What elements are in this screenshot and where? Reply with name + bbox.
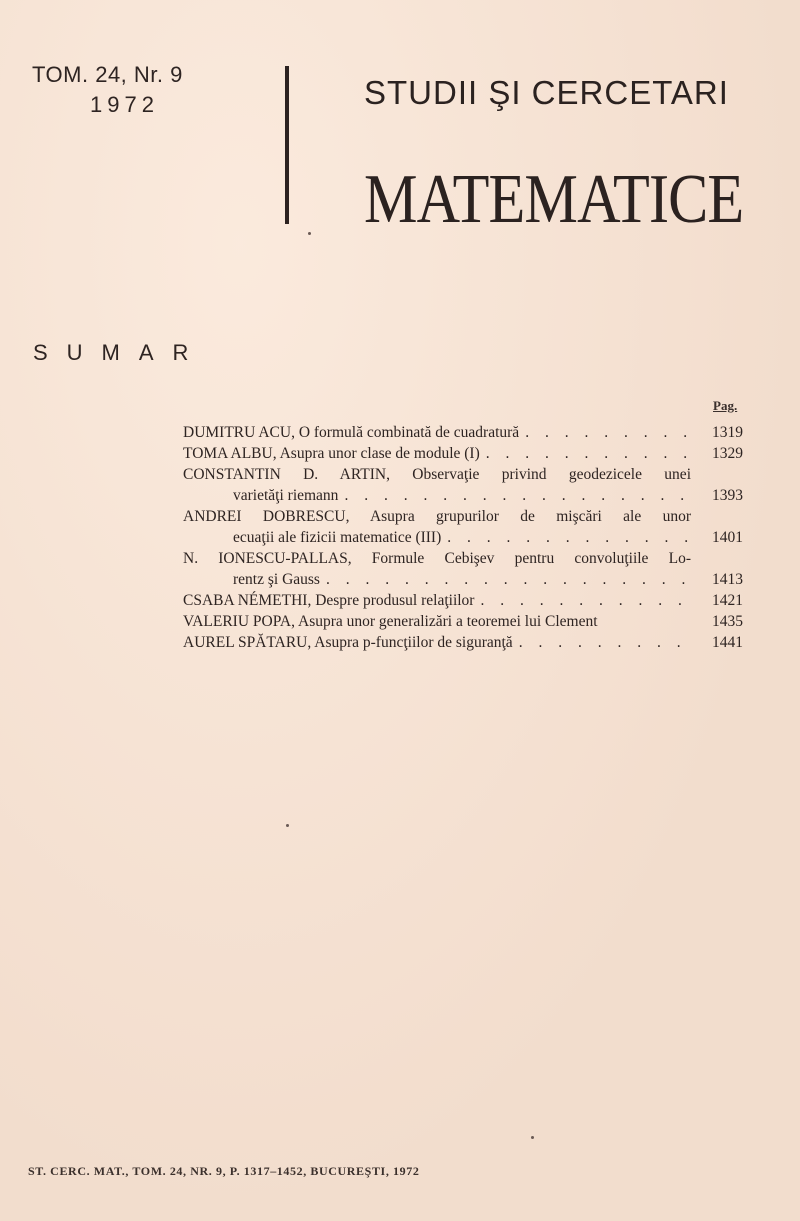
dot-leader	[338, 485, 691, 506]
entry-page: 1435	[712, 613, 743, 630]
entry-page: 1401	[712, 529, 743, 546]
entry-author: DUMITRU ACU	[183, 424, 292, 441]
entry-author: VALERIU POPA	[183, 613, 292, 630]
entry-title: , Asupra unor clase de module (I)	[272, 445, 480, 462]
entry-page: 1319	[712, 424, 743, 441]
series-title: STUDII ŞI CERCETARI	[364, 74, 729, 111]
paper-speck	[308, 232, 311, 235]
dot-leader	[513, 632, 691, 653]
entry-title: , Asupra unor generalizări a teoremei lui Clement	[291, 613, 598, 630]
footer-citation: ST. CERC. MAT., TOM. 24, NR. 9, P. 1317–1452, BUCUREŞTI, 1972	[28, 1164, 420, 1178]
journal-title: MATEMATICE	[364, 161, 744, 238]
volume-info	[32, 60, 183, 120]
entry-title-cont: rentz şi Gauss	[233, 571, 320, 588]
dot-leader	[320, 569, 691, 590]
dot-leader	[480, 443, 691, 464]
toc-entry	[183, 422, 743, 443]
entry-title: , O formulă combinată de cuadratură	[291, 424, 520, 441]
entry-page: 1329	[712, 445, 743, 462]
entry-title: , Asupra grupurilor de mişcări ale unor	[345, 508, 691, 525]
entry-author: N. IONESCU-PALLAS	[183, 550, 348, 567]
entry-title: , Formule Cebişev pentru convoluţiile Lo-	[347, 550, 691, 567]
entry-author: AUREL SPĂTARU	[183, 634, 308, 651]
dot-leader	[441, 527, 691, 548]
entry-title: , Asupra p-funcţiilor de siguranţă	[307, 634, 513, 651]
contents-heading: SUMAR	[33, 340, 208, 365]
dot-leader	[519, 422, 691, 443]
vertical-divider	[285, 66, 289, 224]
entry-title-cont: varietăţi riemann	[233, 487, 339, 504]
toc-entry	[183, 590, 743, 611]
entry-page: 1393	[712, 487, 743, 504]
table-of-contents	[183, 422, 743, 653]
entry-page: 1421	[712, 592, 743, 609]
paper-speck	[286, 824, 289, 827]
entry-page: 1413	[712, 571, 743, 588]
paper-speck	[531, 1136, 534, 1139]
entry-author: CONSTANTIN D. ARTIN	[183, 466, 387, 483]
volume-year: 1972	[90, 92, 159, 117]
toc-entry	[183, 506, 743, 548]
toc-entry	[183, 464, 743, 506]
entry-title-cont: ecuaţii ale fizicii matematice (III)	[233, 529, 442, 546]
toc-entry	[183, 548, 743, 590]
entry-author: CSABA NÉMETHI	[183, 592, 308, 609]
volume-number: TOM. 24, Nr. 9	[32, 62, 183, 87]
page-column-header: Pag.	[713, 398, 738, 413]
toc-entry	[183, 611, 743, 632]
entry-author: TOMA ALBU	[183, 445, 273, 462]
toc-entry	[183, 443, 743, 464]
dot-leader	[474, 590, 691, 611]
toc-entry	[183, 632, 743, 653]
entry-page: 1441	[712, 634, 743, 651]
entry-author: ANDREI DOBRESCU	[183, 508, 346, 525]
entry-title: , Despre produsul relaţiilor	[307, 592, 475, 609]
entry-title: , Observaţie privind geodezicele unei	[386, 466, 691, 483]
